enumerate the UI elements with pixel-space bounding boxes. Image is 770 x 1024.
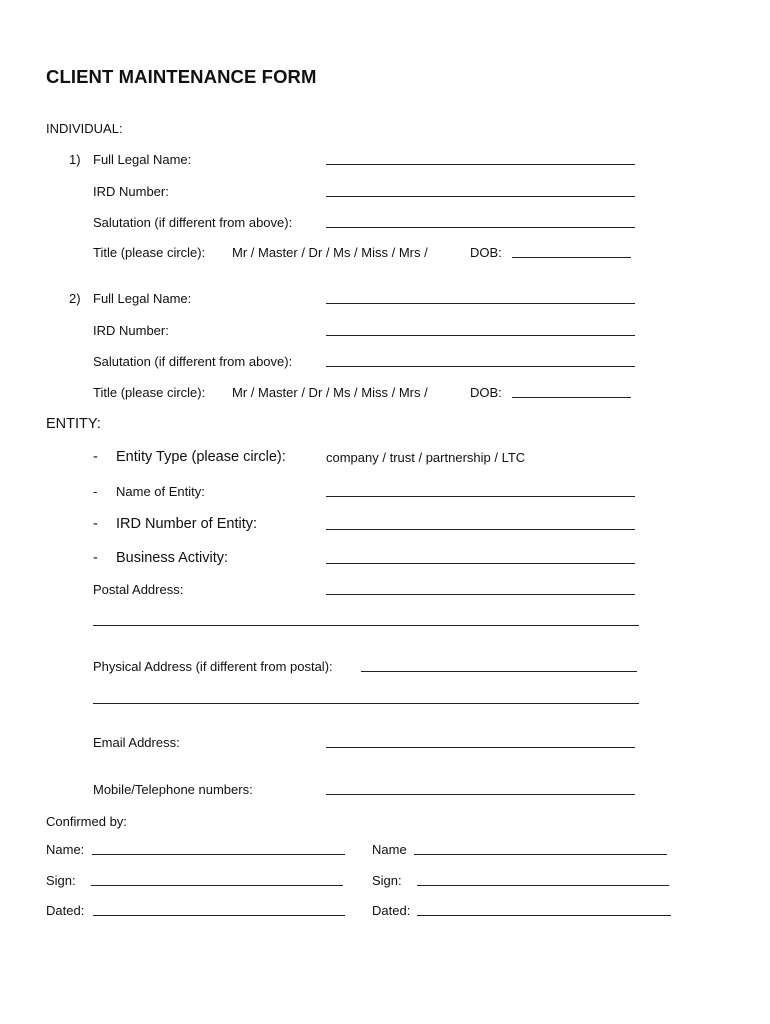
left-sign-label: Sign: — [46, 873, 76, 888]
left-sign-field[interactable] — [91, 885, 343, 886]
person-1-salutation-field[interactable] — [326, 227, 635, 228]
physical-address-line-2[interactable] — [93, 703, 639, 704]
person-2-salutation-label: Salutation (if different from above): — [93, 354, 293, 369]
person-2-number: 2) — [69, 291, 81, 306]
person-1-salutation-label: Salutation (if different from above): — [93, 215, 293, 230]
person-1-ird-label: IRD Number: — [93, 184, 169, 199]
phone-numbers-field[interactable] — [326, 794, 635, 795]
right-name-label: Name — [372, 842, 407, 857]
entity-name-field[interactable] — [326, 496, 635, 497]
physical-address-field[interactable] — [361, 671, 637, 672]
individual-heading: INDIVIDUAL: — [46, 121, 123, 136]
person-1-title-options[interactable]: Mr / Master / Dr / Ms / Miss / Mrs / — [232, 245, 428, 260]
person-2-salutation-field[interactable] — [326, 366, 635, 367]
entity-type-options[interactable]: company / trust / partnership / LTC — [326, 450, 526, 465]
person-2-title-label: Title (please circle): — [93, 385, 206, 400]
person-2-full-name-label: Full Legal Name: — [93, 291, 192, 306]
form-title: CLIENT MAINTENANCE FORM — [46, 66, 317, 87]
postal-address-label: Postal Address: — [93, 582, 184, 597]
entity-type-bullet: - — [93, 449, 98, 465]
person-1-title-label: Title (please circle): — [93, 245, 206, 260]
physical-address-label: Physical Address (if different from postal): — [93, 659, 333, 674]
entity-ird-field[interactable] — [326, 529, 635, 530]
phone-numbers-label: Mobile/Telephone numbers: — [93, 782, 253, 797]
person-2-title-options[interactable]: Mr / Master / Dr / Ms / Miss / Mrs / — [232, 385, 428, 400]
person-1-full-name-field[interactable] — [326, 164, 635, 165]
entity-ird-label: IRD Number of Entity: — [116, 516, 258, 532]
entity-name-bullet: - — [93, 484, 98, 499]
person-1-ird-field[interactable] — [326, 196, 635, 197]
person-2-full-name-field[interactable] — [326, 303, 635, 304]
person-1-number: 1) — [69, 152, 81, 167]
postal-address-line-2[interactable] — [93, 625, 639, 626]
right-sign-label: Sign: — [372, 873, 402, 888]
right-dated-label: Dated: — [372, 903, 411, 918]
person-2-ird-label: IRD Number: — [93, 323, 169, 338]
right-sign-field[interactable] — [417, 885, 669, 886]
person-2-dob-label: DOB: — [470, 385, 502, 400]
business-activity-field[interactable] — [326, 563, 635, 564]
entity-heading: ENTITY: — [46, 416, 101, 432]
person-1-dob-label: DOB: — [470, 245, 502, 260]
business-activity-label: Business Activity: — [116, 550, 229, 566]
left-dated-field[interactable] — [93, 915, 345, 916]
person-2-ird-field[interactable] — [326, 335, 635, 336]
right-dated-field[interactable] — [417, 915, 671, 916]
business-activity-bullet: - — [93, 550, 98, 566]
left-dated-label: Dated: — [46, 903, 85, 918]
left-name-label: Name: — [46, 842, 85, 857]
right-name-field[interactable] — [414, 854, 667, 855]
entity-type-label: Entity Type (please circle): — [116, 449, 286, 465]
left-name-field[interactable] — [92, 854, 345, 855]
person-2-dob-field[interactable] — [512, 397, 631, 398]
entity-name-label: Name of Entity: — [116, 484, 205, 499]
entity-ird-bullet: - — [93, 516, 98, 532]
postal-address-field[interactable] — [326, 594, 635, 595]
person-1-full-name-label: Full Legal Name: — [93, 152, 192, 167]
email-address-field[interactable] — [326, 747, 635, 748]
person-1-dob-field[interactable] — [512, 257, 631, 258]
confirmed-by-label: Confirmed by: — [46, 814, 127, 829]
email-address-label: Email Address: — [93, 735, 180, 750]
